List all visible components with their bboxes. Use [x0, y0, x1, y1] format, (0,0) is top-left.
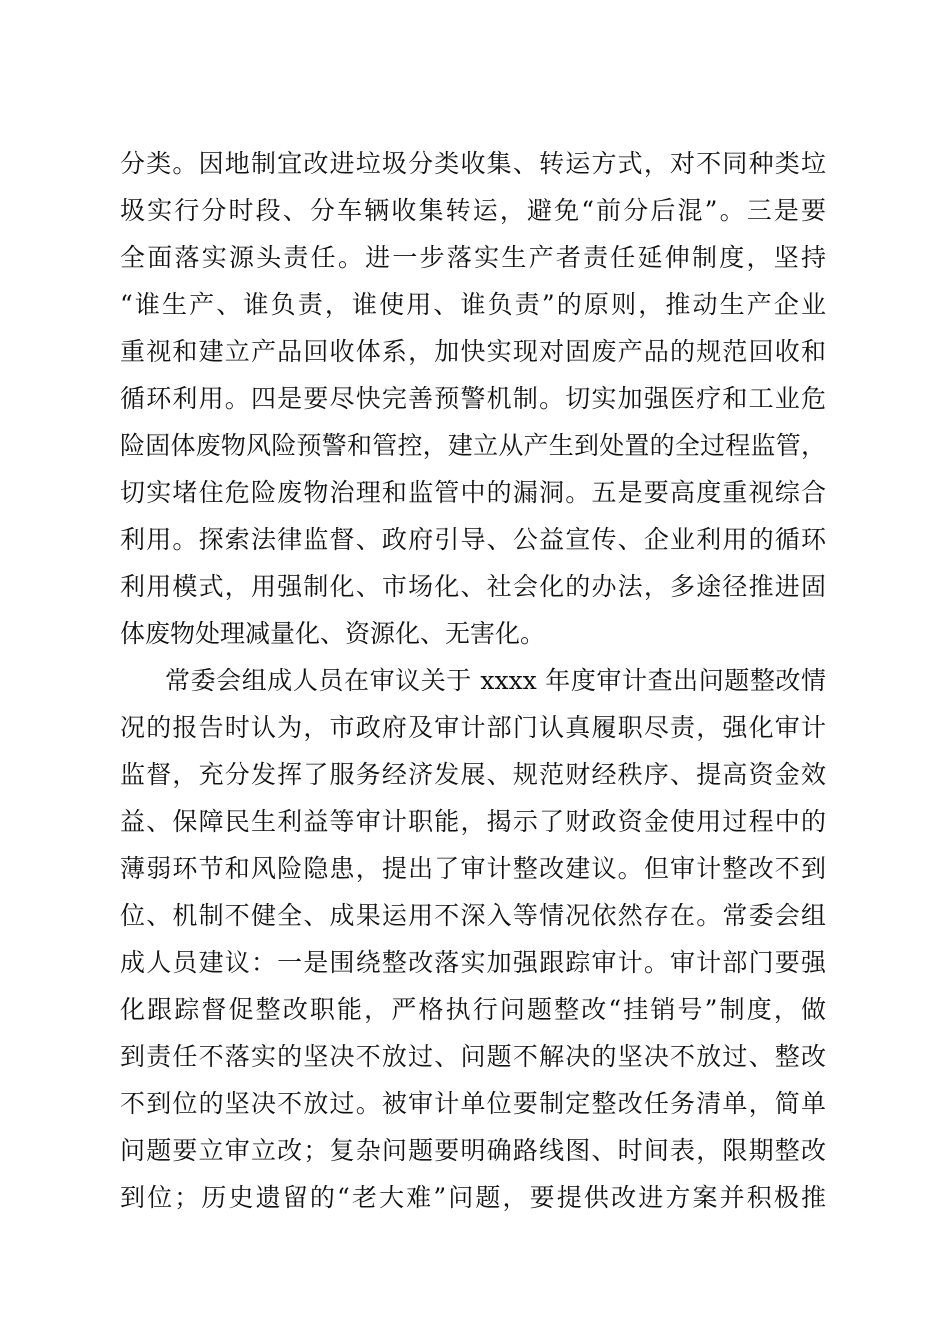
text-line: 分类。因地制宜改进垃圾分类收集、转运方式，对不同种类垃: [120, 149, 826, 178]
text-line: 况的报告时认为，市政府及审计部门认真履职尽责，强化审计: [120, 713, 826, 742]
text-line: 利用。探索法律监督、政府引导、公益宣传、企业利用的循环: [120, 525, 826, 554]
text-line: 不到位的坚决不放过。被审计单位要制定整改任务清单，简单: [120, 1089, 826, 1118]
text-line: 循环利用。四是要尽快完善预警机制。切实加强医疗和工业危: [120, 384, 826, 413]
text-line: 重视和建立产品回收体系，加快实现对固废产品的规范回收和: [120, 337, 826, 366]
text-line: 圾实行分时段、分车辆收集转运，避免“前分后混”。三是要: [120, 196, 826, 225]
text-line: 化跟踪督促整改职能，严格执行问题整改“挂销号”制度，做: [120, 995, 826, 1024]
text-line: 利用模式，用强制化、市场化、社会化的办法，多途径推进固: [120, 572, 826, 601]
paragraph-end-line: 体废物处理减量化、资源化、无害化。: [120, 619, 546, 648]
text-line: 全面落实源头责任。进一步落实生产者责任延伸制度，坚持: [120, 243, 826, 272]
text-line: “谁生产、谁负责，谁使用、谁负责”的原则，推动生产企业: [120, 290, 826, 319]
text-line: 益、保障民生利益等审计职能，揭示了财政资金使用过程中的: [120, 807, 826, 836]
text-line: 成人员建议：一是围绕整改落实加强跟踪审计。审计部门要强: [120, 948, 826, 977]
document-body: [120, 140, 826, 1221]
text-line: 到责任不落实的坚决不放过、问题不解决的坚决不放过、整改: [120, 1042, 826, 1071]
text-line: 监督，充分发挥了服务经济发展、规范财经秩序、提高资金效: [120, 760, 826, 789]
text-line: 险固体废物风险预警和管控，建立从产生到处置的全过程监管，: [120, 431, 826, 460]
text-line: 切实堵住危险废物治理和监管中的漏洞。五是要高度重视综合: [120, 478, 826, 507]
text-line: 位、机制不健全、成果运用不深入等情况依然存在。常委会组: [120, 901, 826, 930]
text-line: 问题要立审立改；复杂问题要明确路线图、时间表，限期整改: [120, 1136, 826, 1165]
text-line: 到位；历史遗留的“老大难”问题，要提供改进方案并积极推: [120, 1183, 826, 1212]
text-line: 薄弱环节和风险隐患，提出了审计整改建议。但审计整改不到: [120, 854, 826, 883]
paragraph-start-line: 常委会组成人员在审议关于 xxxx 年度审计查出问题整改情: [165, 666, 826, 695]
